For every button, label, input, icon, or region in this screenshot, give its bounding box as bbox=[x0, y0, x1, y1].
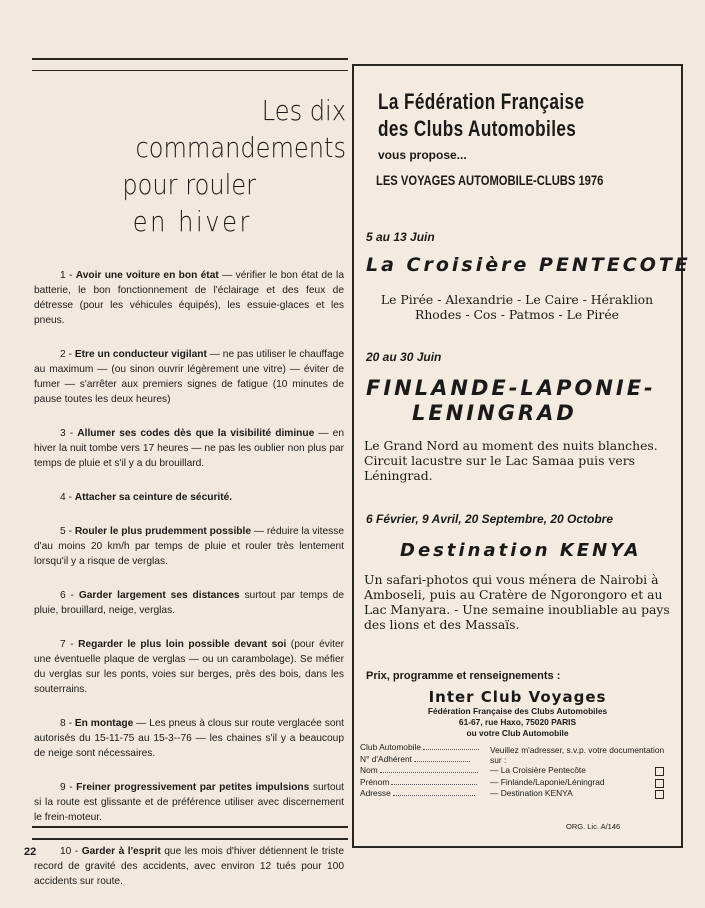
checkbox-pentecote[interactable] bbox=[655, 767, 664, 776]
rule-item bbox=[34, 637, 344, 697]
rule-text: — ne pas utiliser le chauffage au maximum — (ou sinon ouvrir légèrement une vitre) — éviter de fumer — s'arrêter aux premiers signes de fatigue (10 minutes de pause toutes les deux heures) bbox=[34, 349, 344, 405]
propose-text: vous propose... bbox=[378, 148, 467, 162]
rule-item bbox=[34, 268, 344, 328]
rule-item bbox=[34, 347, 344, 407]
nom-label: Nom bbox=[360, 765, 378, 775]
rule-number: 8 - bbox=[60, 718, 72, 729]
rule-text: — Les pneus à clous sur route verglacée sont autorisés du 15-11-75 au 15-3--76 — les chaines s'il y a beaucoup de neige sont nécessaires. bbox=[34, 718, 344, 759]
page-number: 22 bbox=[24, 846, 37, 858]
rule-text: que les mois d'hiver détiennent le triste record de gravité des accidents, avec environ 12 tués pour 100 accidents sur route. bbox=[34, 846, 344, 887]
adherent-field[interactable] bbox=[414, 754, 470, 762]
prix-text: Prix, programme et renseignements : bbox=[366, 670, 561, 682]
trip-title-finlande-line-1: FINLANDE-LAPONIE- bbox=[366, 376, 656, 400]
adherent-label: N° d'Adhérent bbox=[360, 753, 412, 764]
rule-text: surtout si la route est glissante et de préférence utiliser avec discernement le frein-moteur. bbox=[34, 782, 344, 823]
rule-number: 3 - bbox=[60, 428, 74, 439]
federation-header bbox=[378, 88, 668, 188]
club-label: Club Automobile bbox=[360, 742, 421, 752]
rule-number: 4 - bbox=[60, 492, 72, 503]
trip-title-kenya: Destination KENYA bbox=[400, 540, 642, 561]
rule-item bbox=[34, 588, 344, 618]
rule-heading: Regarder le plus loin possible devant soi bbox=[78, 639, 287, 650]
rule-number: 2 - bbox=[60, 349, 72, 360]
rule-heading: Garder à l'esprit bbox=[81, 846, 161, 857]
rule-text: surtout par temps de pluie, brouillard, neige, verglas. bbox=[34, 590, 345, 616]
rule-number: 9 - bbox=[60, 782, 73, 793]
rule-heading: Attacher sa ceinture de sécurité. bbox=[74, 492, 233, 503]
trip-date-finlande: 20 au 30 Juin bbox=[366, 350, 442, 364]
rule-number: 5 - bbox=[60, 526, 72, 537]
trip-desc-kenya: Un safari-photos qui vous ménera de Nairobi à Amboseli, puis au Cratère de Ngorongoro et au Lac Manyara. - Une semaine inoubliable au pays des lions et des Massaïs. bbox=[364, 572, 670, 632]
article-title-line-3: en hiver bbox=[132, 205, 252, 238]
checkbox-finlande[interactable] bbox=[655, 779, 664, 788]
prenom-label: Prénom bbox=[360, 776, 390, 787]
order-form bbox=[360, 742, 676, 800]
address-line-2: 61-67, rue Haxo, 75020 PARIS bbox=[458, 717, 577, 727]
rule-heading: Rouler le plus prudemment possible bbox=[74, 526, 251, 537]
trip-date-kenya: 6 Février, 9 Avril, 20 Septembre, 20 Octobre bbox=[366, 512, 614, 526]
option-pentecote: — La Croisière Pentecôte bbox=[490, 765, 586, 775]
bottom-rule bbox=[32, 826, 348, 840]
adresse-field[interactable] bbox=[393, 788, 475, 796]
trip-desc-finlande: Le Grand Nord au moment des nuits blanches. Circuit lacustre sur le Lac Samaa puis vers Léningrad. bbox=[364, 438, 658, 483]
checkbox-kenya[interactable] bbox=[655, 790, 664, 799]
federation-name-line-2: des Clubs Automobiles bbox=[378, 116, 577, 141]
prenom-field[interactable] bbox=[391, 777, 477, 785]
address-line-3: ou votre Club Automobile bbox=[466, 728, 569, 738]
winter-rules-column bbox=[34, 92, 344, 908]
option-finlande: — Finlande/Laponie/Léningrad bbox=[490, 776, 605, 787]
top-rule bbox=[32, 58, 348, 71]
rule-item bbox=[34, 426, 344, 471]
agency-name: Inter Club Voyages bbox=[428, 688, 607, 706]
rule-item bbox=[34, 780, 344, 825]
rule-item bbox=[34, 844, 344, 889]
form-row-nom bbox=[360, 765, 676, 777]
rule-heading: En montage bbox=[74, 718, 134, 729]
rule-number: 7 - bbox=[60, 639, 74, 650]
travel-advertisement bbox=[352, 64, 691, 848]
rule-number: 6 - bbox=[60, 590, 74, 601]
club-field[interactable] bbox=[423, 742, 479, 750]
trip-title-finlande-line-2: LENINGRAD bbox=[412, 401, 577, 425]
rule-text: — en hiver la nuit tombe vers 17 heures — ne pas les oublier non plus par temps de pluie et s'il y a du brouillard. bbox=[34, 428, 344, 469]
licence-number: ORG. Lic. A/146 bbox=[566, 822, 621, 831]
rule-heading: Avoir une voiture en bon état bbox=[75, 270, 219, 281]
request-text: Veuillez m'adresser, s.v.p. votre documentation sur : bbox=[490, 744, 665, 765]
rule-number: 10 - bbox=[60, 846, 79, 857]
form-row-adresse bbox=[360, 788, 676, 800]
rule-text: — vérifier le bon état de la batterie, le bon fonctionnement de l'éclairage et des feux de détresse (pour les véhicules équipés), les essuie-glaces et les pneus. bbox=[34, 270, 344, 326]
rule-item bbox=[34, 490, 344, 505]
trip-title-pentecote: La Croisière PENTECOTE bbox=[366, 254, 691, 276]
voyages-title: LES VOYAGES AUTOMOBILE-CLUBS 1976 bbox=[376, 172, 604, 188]
rule-text: (pour éviter une éventuelle plaque de verglas — ou un carambolage). Se méfier du verglas sur les ponts, voies sur berges, près des bois, dans les souterrains. bbox=[34, 639, 345, 695]
adresse-label: Adresse bbox=[360, 788, 391, 798]
rule-number: 1 - bbox=[60, 270, 73, 281]
rules-list bbox=[34, 268, 344, 889]
address-line-1: Fédération Française des Clubs Automobiles bbox=[427, 706, 608, 716]
rule-heading: Allumer ses codes dès que la visibilité diminue bbox=[77, 428, 315, 439]
trip-desc-pentecote: Le Pirée - Alexandrie - Le Caire - Héraklion Rhodes - Cos - Patmos - Le Pirée bbox=[380, 292, 654, 322]
rule-text: — réduire la vitesse d'au moins 20 km/h par temps de pluie et rouler très lentement lorsqu'il y a risque de verglas. bbox=[34, 526, 344, 567]
rule-heading: Garder largement ses distances bbox=[78, 590, 240, 601]
option-kenya: — Destination KENYA bbox=[490, 788, 573, 798]
rule-heading: Etre un conducteur vigilant bbox=[74, 349, 207, 360]
rule-item bbox=[34, 524, 344, 569]
form-row-prenom bbox=[360, 777, 676, 789]
nom-field[interactable] bbox=[380, 765, 478, 773]
rule-heading: Freiner progressivement par petites impulsions bbox=[76, 782, 310, 793]
federation-name-line-1: La Fédération Française bbox=[378, 89, 585, 114]
article-title-line-2: pour rouler bbox=[122, 168, 256, 201]
rule-item bbox=[34, 716, 344, 761]
trip-date-pentecote: 5 au 13 Juin bbox=[366, 230, 435, 244]
article-title-line-1: Les dix commandements bbox=[135, 94, 346, 164]
agency-address bbox=[354, 706, 681, 739]
